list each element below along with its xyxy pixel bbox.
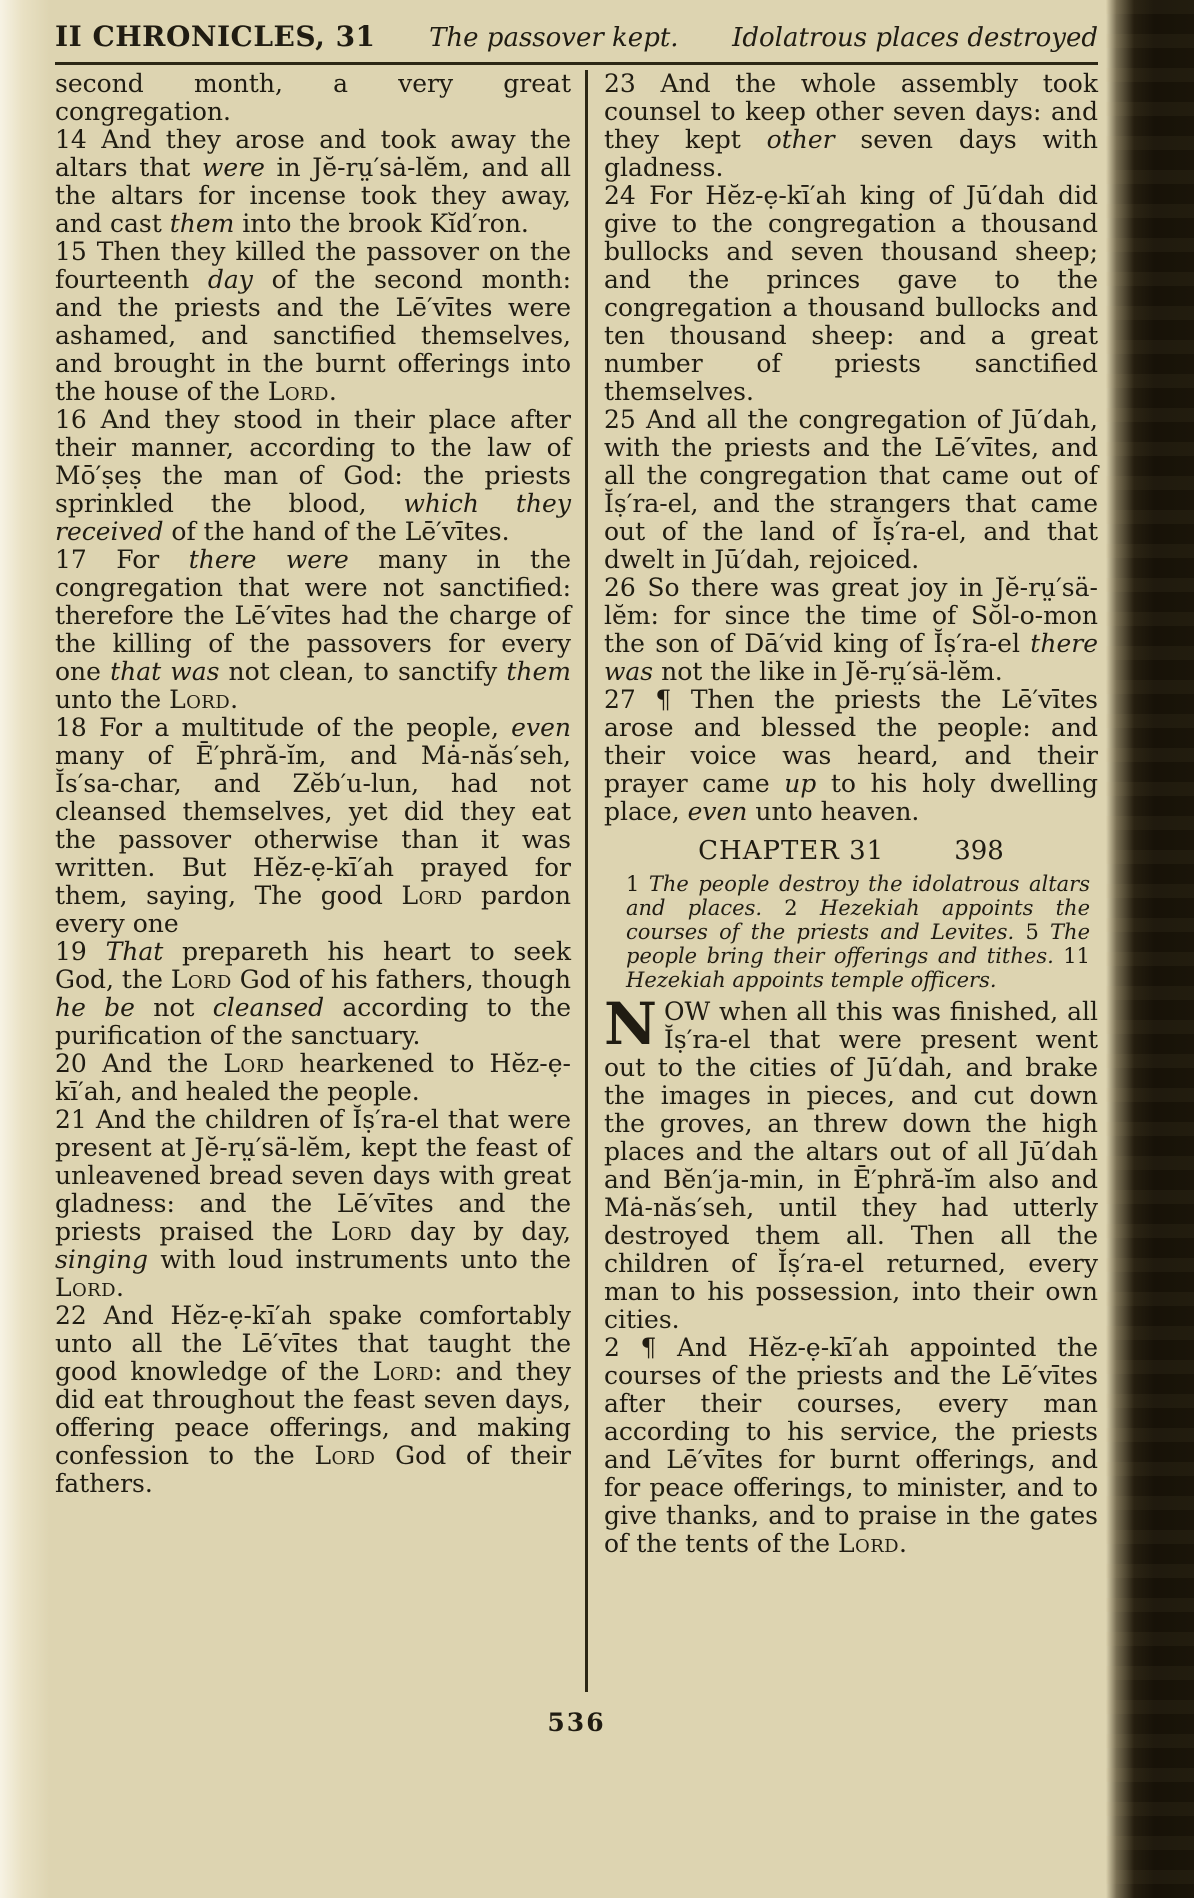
verse-18: 18 For a multitude of the people, even many of Ē′phră-ĭm, and Mȧ-năs′seh, Ĭs′sa-char, and Zĕb′u-lun, had not cleansed themselves, yet did they eat the passover otherwise than it was written. But Hĕz-ẹ-kī′ah prayed for them, saying, The good Lord pardon every one (55, 713, 572, 938)
verse-31-2: 2 ¶ And Hĕz-ẹ-kī′ah appointed the courses of the priests and the Lē′vītes after their courses, every man according to his service, the priests and Lē′vītes for burnt offerings, and for peace offerings, to minister, and to give thanks, and to praise in the gates of the tents of the Lord. (604, 1333, 1098, 1558)
verse-20: 20 And the Lord hearkened to Hĕz-ẹ-kī′ah, and healed the people. (55, 1049, 571, 1106)
verse-21: 21 And the children of Ĭṣ′ra-el that were present at Jĕ-rṳ′sä-lĕm, kept the feast of unleavened bread seven days with great gladness: and the Lē′vītes and the priests praised the Lord day by day, singing with loud instruments unto the Lord. (55, 1105, 571, 1302)
verse-24: 24 For Hĕz-ẹ-kī′ah king of Jū′dah did give to the congregation a thousand bullocks and seven thousand sheep; and the princes gave to the congregation a thousand bullocks and ten thousand sheep: and a great number of priests sanctified themselves. (604, 181, 1098, 406)
verse-17: 17 For there were many in the congregation that were not sanctified: therefore the Lē′vītes had the charge of the killing of the passovers for every one that was not clean, to sanctify them unto the Lord. (55, 545, 572, 714)
verse-19: 19 That prepareth his heart to seek God, the Lord God of his fathers, though he be not cleansed according to the purification of the sanctuary. (55, 937, 571, 1050)
verse-23: 23 And the whole assembly took counsel to keep other seven days: and they kept other seven days with gladness. (604, 69, 1099, 182)
verse-25: 25 And all the congregation of Jū′dah, with the priests and the Lē′vītes, and all the congregation that came out of Ĭṣ′ra-el, and the strangers that came out of the land of Ĭṣ′ra-el, and that dwelt in Jū′dah, rejoiced. (604, 405, 1098, 574)
verse-22: 22 And Hĕz-ẹ-kī′ah spake comfortably unto all the Lē′vītes that taught the good knowledge of the Lord: and they did eat throughout the feast seven days, offering peace offerings, and making confession to the Lord God of their fathers. (55, 1301, 571, 1498)
drop-cap-letter: N (604, 990, 658, 1058)
book-chapter-title: II CHRONICLES, 31 (55, 20, 376, 53)
verse-26: 26 So there was great joy in Jĕ-rṳ′sä-lĕm: for since the time of Sŏl-o-mon the son of Dā′vid king of Ĭṣ′ra-el there was not the like in Jĕ-rṳ′sä-lĕm. (604, 573, 1098, 686)
chapter-summary-block (604, 872, 1098, 992)
verse-16: 16 And they stood in their place after their manner, according to the law of Mō′ṣeṣ the man of God: the priests sprinkled the blood, which they received of the hand of the Lē′vītes. (55, 405, 571, 546)
right-text-column (588, 70, 1098, 1692)
page-number: 536 (547, 1708, 606, 1737)
verses-23-27 (604, 70, 1098, 826)
chapter-heading (604, 836, 1098, 866)
verse-13-continuation: second month, a very great congregation. (55, 69, 571, 126)
chapter-title: CHAPTER 31 (698, 836, 885, 866)
verse-27: 27 ¶ Then the priests the Lē′vītes arose and blessed the people: and their voice was heard, and their prayer came up to his holy dwelling place, even unto heaven. (604, 685, 1099, 826)
chapter-summary: 1 The people destroy the idolatrous altars and places. 2 Hezekiah appoints the courses of the priests and Levites. 5 The people bring their offerings and tithes. 11 Hezekiah appoints temple officers. (626, 872, 1091, 992)
chapter-page-ref: 398 (954, 836, 1004, 866)
running-head-left-column: The passover kept. (429, 23, 679, 53)
verses-1-2 (604, 990, 1098, 1558)
verse-31-1: NOW when all this was finished, all Ĭṣ′ra-el that were present went out to the cities of Jū′dah, and brake the images in pieces, and cut down the groves, an threw down the high places and the altars out of all Jū′dah and Bĕn′ja-min, in Ē′phră-ĭm also and Mȧ-năs′seh, until they had utterly destroyed them all. Then all the children of Ĭṣ′ra-el returned, every man to his possession, into their own cities. (604, 990, 1098, 1334)
running-header (55, 20, 1098, 65)
verse-14: 14 And they arose and took away the altars that were in Jĕ-rṳ′sȧ-lĕm, and all the altars for incense took they away, and cast them into the brook Kĭd′ron. (55, 125, 572, 238)
left-text-column (55, 70, 588, 1692)
running-head-right-column: Idolatrous places destroyed (732, 23, 1098, 53)
two-column-text (55, 70, 1098, 1692)
verse-15: 15 Then they killed the passover on the fourteenth day of the second month: and the priests and the Lē′vītes were ashamed, and sanctified themselves, and brought in the burnt offerings into the house of the Lord. (55, 237, 571, 406)
